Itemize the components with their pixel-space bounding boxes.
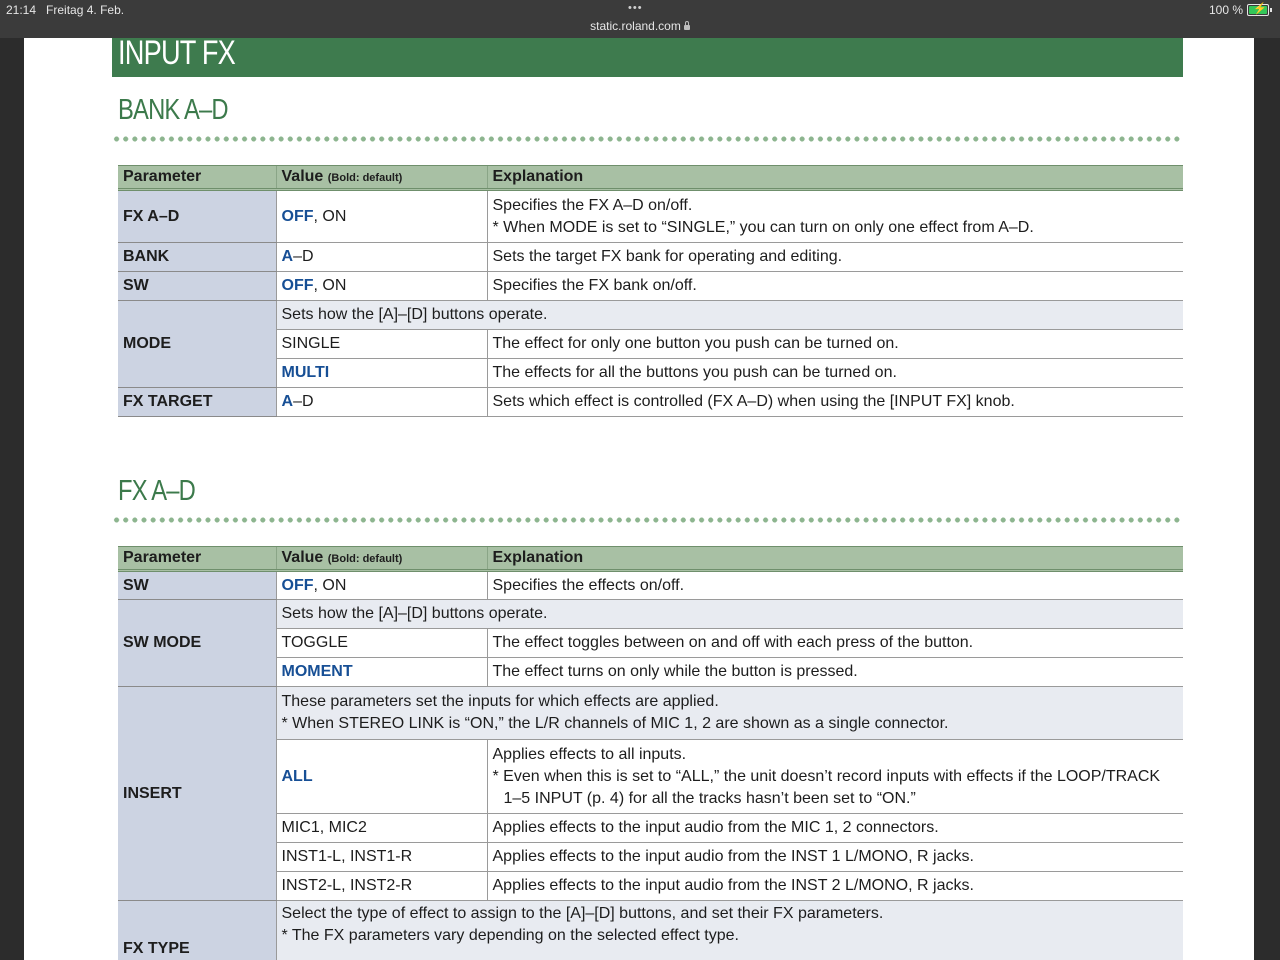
table-row (118, 388, 1183, 417)
default-value: A (281, 393, 294, 410)
explanation-cell: Applies effects to the input audio from the INST 1 L/MONO, R jacks. (487, 843, 1183, 872)
fx-parameter-table (118, 546, 1183, 960)
value-rest: , ON (313, 576, 347, 594)
value-cell (276, 272, 487, 301)
explanation-cell: The effect turns on only while the button is pressed. (487, 658, 1183, 687)
status-battery (1209, 3, 1272, 17)
value-cell (276, 243, 487, 272)
explanation-cell (487, 740, 1183, 814)
default-value: MOMENT (281, 663, 353, 680)
header-value-note: (Bold: default) (327, 172, 403, 184)
default-value: OFF (281, 207, 314, 225)
sw-mode-note: Sets how the [A]–[D] buttons operate. (276, 600, 1183, 629)
fx-type-note-line: Select the type of effect to assign to the [A]–[D] buttons, and set their FX parameters. (281, 905, 884, 922)
fx-type-note-asterisk: * The FX parameters vary depending on the selected effect type. (281, 927, 739, 944)
explanation-cell: Sets the target FX bank for operating and editing. (487, 243, 1183, 272)
explanation-cell (487, 190, 1183, 243)
header-parameter: Parameter (118, 166, 276, 190)
value-cell: TOGGLE (276, 629, 487, 658)
explanation-cell: Specifies the effects on/off. (487, 571, 1183, 600)
table-row (118, 814, 1183, 843)
header-parameter: Parameter (118, 547, 276, 571)
dotted-divider (112, 517, 1183, 523)
fx-type-note (276, 901, 1183, 960)
section-title-fx-text: FX A–D (118, 475, 196, 507)
insert-note (276, 687, 1183, 740)
table-row (118, 629, 1183, 658)
section-title-fx (118, 475, 212, 508)
header-value-label: Value (281, 549, 324, 566)
value-rest: , ON (313, 277, 347, 294)
header-value (276, 166, 487, 190)
value-cell: INST2-L, INST2-R (276, 872, 487, 901)
battery-percent: 100 % (1208, 3, 1243, 17)
table-row (118, 190, 1183, 243)
default-value: OFF (281, 576, 314, 594)
param-fx-target: FX TARGET (118, 388, 276, 417)
explanation-cell: Specifies the FX bank on/off. (487, 272, 1183, 301)
table-row (118, 600, 1183, 629)
table-row (118, 301, 1183, 330)
value-cell (276, 388, 487, 417)
default-value: A (281, 248, 294, 265)
explanation-note: * Even when this is set to “ALL,” the unit doesn’t record inputs with effects if the LOOP/TRACK (492, 767, 1161, 785)
param-fx-a-d: FX A–D (118, 190, 276, 243)
default-value: MULTI (281, 364, 330, 381)
tab-overview-dots-icon[interactable]: ••• (628, 2, 643, 14)
address-url[interactable]: static.roland.com (590, 19, 681, 33)
value-rest: –D (293, 393, 314, 410)
table-header-row (118, 166, 1183, 190)
explanation-line: Specifies the FX A–D on/off. (492, 196, 693, 214)
table-row (118, 359, 1183, 388)
value-cell (276, 740, 487, 814)
insert-note-line: These parameters set the inputs for which effects are applied. (281, 693, 719, 710)
explanation-note: * When MODE is set to “SINGLE,” you can turn on only one effect from A–D. (492, 218, 1034, 236)
table-header-row (118, 547, 1183, 571)
value-cell (276, 658, 487, 687)
param-sw: SW (118, 571, 276, 600)
param-sw: SW (118, 272, 276, 301)
table-row (118, 658, 1183, 687)
document-page[interactable] (24, 38, 1254, 960)
value-cell: MIC1, MIC2 (276, 814, 487, 843)
value-rest: –D (293, 248, 314, 265)
header-value-note: (Bold: default) (327, 553, 403, 565)
table-row (118, 272, 1183, 301)
default-value: OFF (281, 277, 314, 294)
param-mode: MODE (118, 301, 276, 388)
param-bank: BANK (118, 243, 276, 272)
param-fx-type: FX TYPE (118, 901, 276, 960)
status-time-date (6, 3, 124, 17)
explanation-note-cont: 1–5 INPUT (p. 4) for all the tracks hasn’t been set to “ON.” (503, 789, 916, 807)
header-explanation: Explanation (487, 547, 1183, 571)
insert-note-asterisk: * When STEREO LINK is “ON,” the L/R channels of MIC 1, 2 are shown as a single connector. (281, 715, 949, 732)
section-title-bank (118, 94, 252, 127)
chapter-title: INPUT FX (118, 38, 236, 72)
status-bar (0, 0, 1280, 38)
section-title-bank-text: BANK A–D (118, 94, 228, 126)
table-row (118, 901, 1183, 960)
explanation-line: Applies effects to all inputs. (492, 745, 687, 763)
param-insert: INSERT (118, 687, 276, 901)
explanation-cell: Applies effects to the input audio from the INST 2 L/MONO, R jacks. (487, 872, 1183, 901)
lock-icon (684, 25, 690, 30)
value-cell (276, 571, 487, 600)
table-row (118, 843, 1183, 872)
header-value-label: Value (281, 168, 324, 185)
status-date: Freitag 4. Feb. (46, 3, 125, 17)
address-bar[interactable] (0, 19, 1280, 33)
dotted-divider (112, 136, 1183, 142)
table-row (118, 687, 1183, 740)
value-cell: INST1-L, INST1-R (276, 843, 487, 872)
explanation-cell: The effect for only one button you push can be turned on. (487, 330, 1183, 359)
default-value: ALL (281, 767, 313, 785)
table-row (118, 872, 1183, 901)
header-explanation: Explanation (487, 166, 1183, 190)
chapter-banner (112, 38, 1183, 77)
explanation-cell: The effects for all the buttons you push can be turned on. (487, 359, 1183, 388)
battery-charging-icon: ⚡ (1247, 4, 1269, 16)
mode-note: Sets how the [A]–[D] buttons operate. (276, 301, 1183, 330)
param-sw-mode: SW MODE (118, 600, 276, 687)
table-row (118, 571, 1183, 600)
explanation-cell: The effect toggles between on and off with each press of the button. (487, 629, 1183, 658)
explanation-cell: Sets which effect is controlled (FX A–D) when using the [INPUT FX] knob. (487, 388, 1183, 417)
table-row (118, 330, 1183, 359)
explanation-cell: Applies effects to the input audio from the MIC 1, 2 connectors. (487, 814, 1183, 843)
value-cell: SINGLE (276, 330, 487, 359)
table-row (118, 243, 1183, 272)
table-row (118, 740, 1183, 814)
value-cell (276, 359, 487, 388)
bank-parameter-table (118, 165, 1183, 417)
value-cell (276, 190, 487, 243)
header-value (276, 547, 487, 571)
status-time: 21:14 (6, 3, 37, 17)
value-rest: , ON (313, 207, 347, 225)
